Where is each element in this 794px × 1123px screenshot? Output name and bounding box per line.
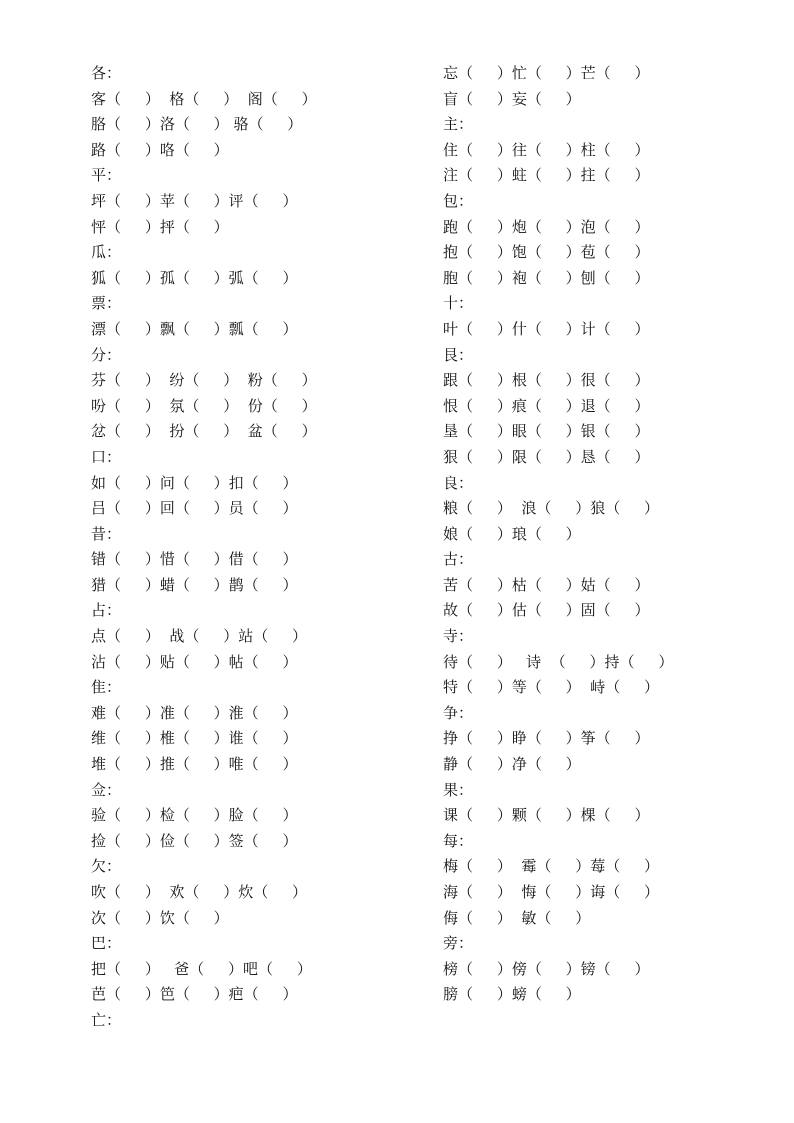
exercise-line: 漂（ ）飘（ ）瓢（ ） <box>91 319 298 338</box>
exercise-line: 盲（ ）妄（ ） <box>443 89 581 108</box>
exercise-line: 恨（ ）痕（ ）退（ ） <box>443 396 650 415</box>
radical-heading: 平： <box>91 166 122 185</box>
exercise-line: 狐（ ）孤（ ）弧（ ） <box>91 268 298 287</box>
left-column <box>91 61 317 1034</box>
exercise-line: 叶（ ）什（ ）计（ ） <box>443 319 650 338</box>
radical-heading: 旁： <box>443 934 474 953</box>
radical-heading: 主： <box>443 115 474 134</box>
exercise-line: 注（ ）蛀（ ）拄（ ） <box>443 166 650 185</box>
exercise-line: 粮（ ） 浪（ ）狼（ ） <box>443 499 660 518</box>
exercise-line: 课（ ）颗（ ）棵（ ） <box>443 806 650 825</box>
radical-heading: 艮： <box>443 345 474 364</box>
radical-heading: 占： <box>91 601 122 620</box>
exercise-line: 吩（ ） 氛（ ） 份（ ） <box>91 396 317 415</box>
exercise-line: 梅（ ） 霉（ ）莓（ ） <box>443 857 660 876</box>
radical-heading: 果： <box>443 780 474 799</box>
exercise-line: 挣（ ）睁（ ）筝（ ） <box>443 729 650 748</box>
exercise-line: 难（ ）准（ ）淮（ ） <box>91 703 298 722</box>
radical-heading: 口： <box>91 447 122 466</box>
radical-heading: 巴： <box>91 934 122 953</box>
radical-heading: 隹： <box>91 678 122 697</box>
exercise-line: 吕（ ）回（ ）员（ ） <box>91 499 298 518</box>
exercise-line: 维（ ）椎（ ）谁（ ） <box>91 729 298 748</box>
exercise-line: 住（ ）往（ ）柱（ ） <box>443 140 650 159</box>
radical-heading: 寺： <box>443 627 474 646</box>
radical-heading: 佥： <box>91 780 122 799</box>
radical-heading: 票： <box>91 294 122 313</box>
radical-heading: 争： <box>443 703 474 722</box>
radical-heading: 十： <box>443 294 474 313</box>
radical-heading: 古： <box>443 550 474 569</box>
exercise-line: 静（ ）净（ ） <box>443 755 581 774</box>
exercise-line: 沾（ ）贴（ ）帖（ ） <box>91 652 298 671</box>
exercise-line: 堆（ ）推（ ）唯（ ） <box>91 755 298 774</box>
radical-heading: 包： <box>443 191 474 210</box>
exercise-line: 错（ ）惜（ ）借（ ） <box>91 550 298 569</box>
exercise-line: 海（ ） 悔（ ）诲（ ） <box>443 883 660 901</box>
exercise-line: 跑（ ）炮（ ）泡（ ） <box>443 217 650 236</box>
exercise-line: 狠（ ）限（ ）恳（ ） <box>443 447 650 466</box>
exercise-line: 故（ ）估（ ）固（ ） <box>443 601 650 620</box>
radical-heading: 欠： <box>91 857 122 876</box>
exercise-line: 跟（ ）根（ ）很（ ） <box>443 371 650 390</box>
exercise-line: 忘（ ）忙（ ）芒（ ） <box>443 64 650 82</box>
exercise-line: 胞（ ）袍（ ）刨（ ） <box>443 268 650 287</box>
exercise-line: 把（ ） 爸（ ）吧（ ） <box>91 959 312 978</box>
exercise-line: 垦（ ）眼（ ）银（ ） <box>443 422 650 441</box>
exercise-line: 点（ ） 战（ ）站（ ） <box>91 627 308 646</box>
exercise-line: 娘（ ）琅（ ） <box>443 524 581 543</box>
right-column <box>443 61 673 1008</box>
exercise-line: 苦（ ）枯（ ）姑（ ） <box>443 575 650 594</box>
radical-heading: 良： <box>443 473 474 492</box>
exercise-line: 膀（ ）螃（ ） <box>443 985 581 1004</box>
exercise-line: 怦（ ）抨（ ） <box>91 217 229 236</box>
exercise-line: 猎（ ）蜡（ ）鹊（ ） <box>91 575 298 594</box>
exercise-line: 特（ ）等（ ） 峙（ ） <box>443 678 660 697</box>
exercise-line: 榜（ ）傍（ ）镑（ ） <box>443 959 650 978</box>
radical-heading: 瓜： <box>91 243 122 262</box>
radical-heading: 各： <box>91 64 122 82</box>
exercise-line: 芬（ ） 纷（ ） 粉（ ） <box>91 371 317 390</box>
exercise-line: 捡（ ）俭（ ）签（ ） <box>91 831 298 850</box>
exercise-line: 忿（ ） 扮（ ） 盆（ ） <box>91 422 317 441</box>
exercise-line: 吹（ ） 欢（ ）炊（ ） <box>91 883 308 901</box>
radical-heading: 分： <box>91 345 122 364</box>
radical-heading: 每： <box>443 831 474 850</box>
exercise-line: 待（ ） 诗 （ ）持（ ） <box>443 652 674 671</box>
exercise-line: 如（ ）问（ ）扣（ ） <box>91 473 298 492</box>
exercise-line: 胳（ ）洛（ ） 骆（ ） <box>91 115 303 134</box>
exercise-line: 芭（ ）笆（ ）疤（ ） <box>91 985 298 1004</box>
exercise-line: 侮（ ） 敏（ ） <box>443 908 591 927</box>
exercise-line: 抱（ ）饱（ ）苞（ ） <box>443 243 650 262</box>
exercise-line: 路（ ）咯（ ） <box>91 140 229 159</box>
radical-heading: 昔： <box>91 524 122 543</box>
exercise-line: 坪（ ）苹（ ）评（ ） <box>91 191 298 210</box>
exercise-line: 次（ ）饮（ ） <box>91 908 229 927</box>
exercise-line: 客（ ） 格（ ） 阁（ ） <box>91 89 317 108</box>
exercise-line: 验（ ）检（ ）脸（ ） <box>91 806 298 825</box>
radical-heading: 亡： <box>91 1010 122 1029</box>
